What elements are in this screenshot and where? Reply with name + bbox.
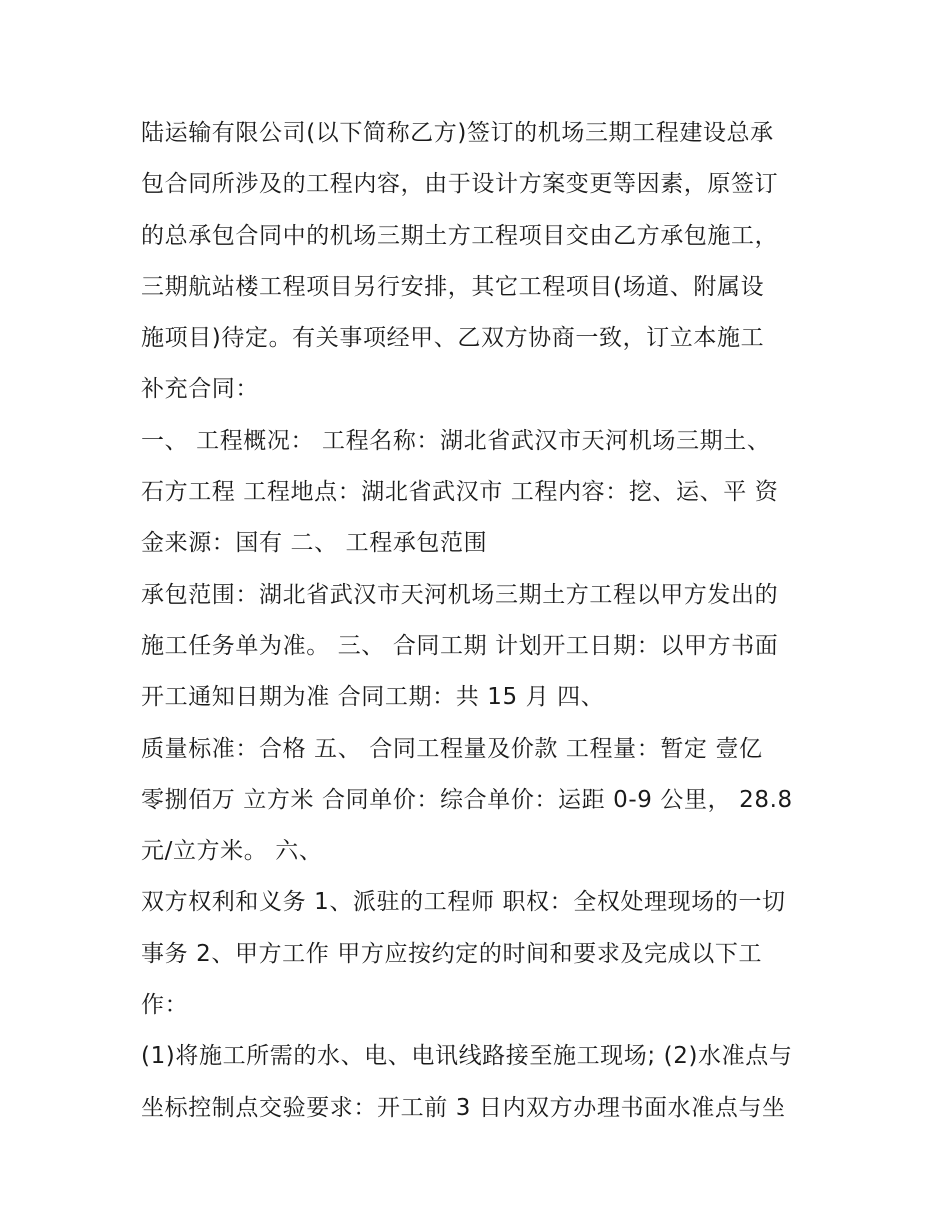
text-line: 施项目)待定。有关事项经甲、乙双方协商一致，订立本施工 bbox=[141, 325, 765, 352]
text-line: 元/立方米。 六、 bbox=[141, 838, 323, 865]
text-line: 事务 2、甲方工作 甲方应按约定的时间和要求及完成以下工 bbox=[141, 940, 763, 967]
contract-body-text bbox=[141, 108, 821, 1134]
text-line: 一、 工程概况： 工程名称：湖北省武汉市天河机场三期土、 bbox=[141, 427, 771, 454]
text-line: 三期航站楼工程项目另行安排，其它工程项目(场道、附属设 bbox=[141, 273, 765, 300]
text-line: 开工通知日期为准 合同工期：共 15 月 四、 bbox=[141, 684, 605, 711]
text-line: 石方工程 工程地点：湖北省武汉市 工程内容：挖、运、平 资 bbox=[141, 479, 779, 506]
text-line: 补充合同： bbox=[141, 376, 259, 403]
text-line: 坐标控制点交验要求：开工前 3 日内双方办理书面水准点与坐 bbox=[141, 1094, 786, 1121]
text-line: (1)将施工所需的水、电、电讯线路接至施工现场; (2)水准点与 bbox=[141, 1043, 793, 1070]
text-line: 零捌佰万 立方米 合同单价：综合单价：运距 0-9 公里， 28.8 bbox=[141, 786, 793, 813]
text-line: 施工任务单为准。 三、 合同工期 计划开工日期：以甲方书面 bbox=[141, 632, 779, 659]
text-line: 承包范围：湖北省武汉市天河机场三期土方工程以甲方发出的 bbox=[141, 581, 779, 608]
text-line: 金来源：国有 二、 工程承包范围 bbox=[141, 530, 488, 557]
text-line: 陆运输有限公司(以下简称乙方)签订的机场三期工程建设总承 bbox=[141, 120, 774, 146]
text-line: 作： bbox=[141, 992, 189, 1019]
text-line: 包合同所涉及的工程内容，由于设计方案变更等因素，原签订 bbox=[141, 171, 779, 198]
text-line: 的总承包合同中的机场三期土方工程项目交由乙方承包施工， bbox=[141, 222, 779, 249]
text-line: 双方权利和义务 1、派驻的工程师 职权：全权处理现场的一切 bbox=[141, 889, 786, 916]
text-line: 质量标准：合格 五、 合同工程量及价款 工程量：暂定 壹亿 bbox=[141, 735, 763, 762]
